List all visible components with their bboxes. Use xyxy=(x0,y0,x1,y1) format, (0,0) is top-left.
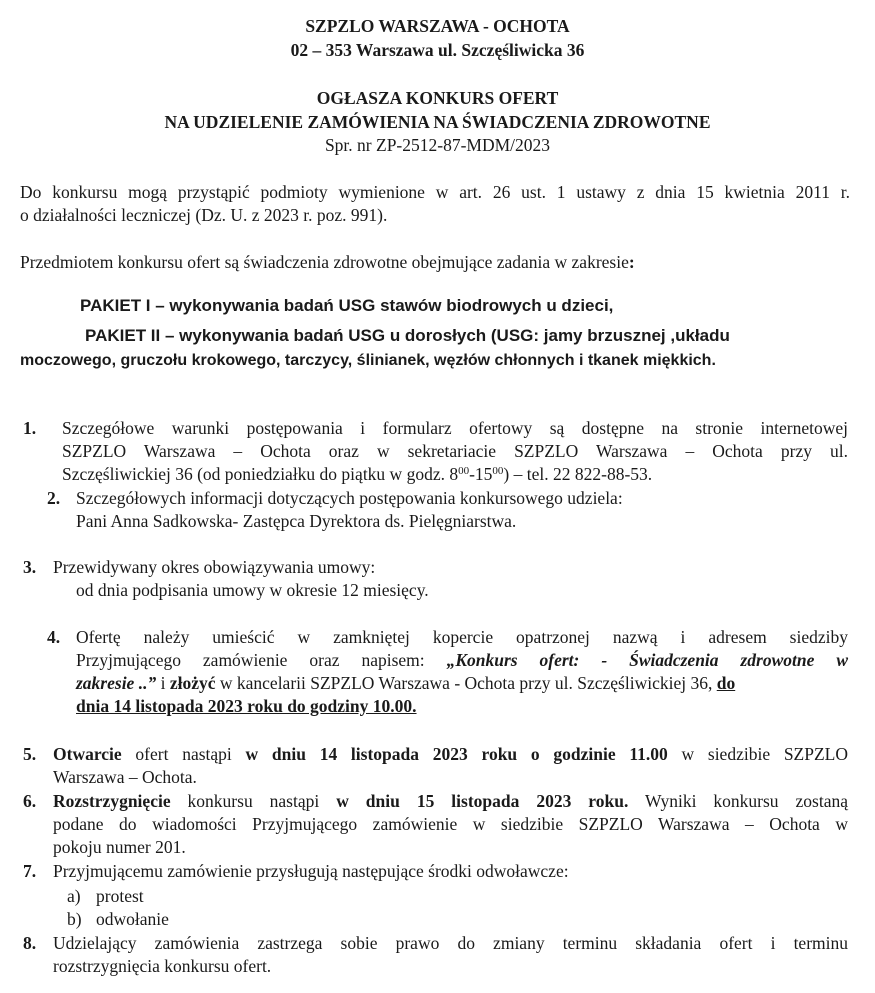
item-7-option-a-label: a) xyxy=(67,886,81,906)
item-8-number: 8. xyxy=(23,933,37,953)
item-2-number: 2. xyxy=(47,488,61,508)
item-1-number: 1. xyxy=(23,418,37,438)
item-3-number: 3. xyxy=(23,557,37,577)
reference-number: Spr. nr ZP-2512-87-MDM/2023 xyxy=(324,135,551,155)
item-4-line-3: zakresie ..” i złożyć w kancelarii SZPZLO Warszawa - Ochota przy ul. Szczęśliwickiej 36, do xyxy=(76,673,736,693)
item-7-line-1: Przyjmującemu zamówienie przysługują następujące środki odwoławcze: xyxy=(53,861,569,881)
intro-line-1: Do konkursu mogą przystąpić podmioty wymienione w art. 26 ust. 1 ustawy z dnia 15 kwietnia 2011 r. xyxy=(20,182,850,202)
item-8-line-2: rozstrzygnięcia konkursu ofert. xyxy=(53,956,272,976)
item-6-line-3: pokoju numer 201. xyxy=(53,837,186,857)
item-2-line-1: Szczegółowych informacji dotyczących postępowania konkursowego udziela: xyxy=(76,488,623,508)
item-6-line-2: podane do wiadomości Przyjmującego zamówienie w siedzibie SZPZLO Warszawa – Ochota w xyxy=(53,814,848,834)
item-1-line-2: SZPZLO Warszawa – Ochota oraz w sekretariacie SZPZLO Warszawa – Ochota przy ul. xyxy=(62,441,848,461)
package-2-line-2: moczowego, gruczołu krokowego, tarczycy, ślinianek, węzłów chłonnych i tkanek miękkich. xyxy=(20,352,716,369)
package-2-line-1: PAKIET II – wykonywania badań USG u dorosłych (USG: jamy brzusznej ,układu xyxy=(85,326,730,345)
item-7-option-a: protest xyxy=(96,886,144,906)
item-7-number: 7. xyxy=(23,861,37,881)
item-1-line-1: Szczegółowe warunki postępowania i formularz ofertowy są dostępne na stronie internetowej xyxy=(62,418,848,438)
announcement-title: OGŁASZA KONKURS OFERT xyxy=(316,88,559,108)
item-1-line-3: Szczęśliwickiej 36 (od poniedziałku do piątku w godz. $8^{00}-15^{00}$) – tel. 22 822-88-53. xyxy=(62,464,653,484)
item-6-number: 6. xyxy=(23,791,37,811)
item-4-line-1: Ofertę należy umieścić w zamkniętej kopercie opatrzonej nazwą i adresem siedziby xyxy=(76,627,848,647)
subject-line: Przedmiotem konkursu ofert są świadczenia zdrowotne obejmujące zadania w zakresie: xyxy=(20,252,635,272)
item-4-number: 4. xyxy=(47,627,61,647)
item-4-deadline: dnia 14 listopada 2023 roku do godziny 10.00. xyxy=(76,696,417,716)
intro-line-2: o działalności leczniczej (Dz. U. z 2023 r. poz. 991). xyxy=(20,205,388,225)
item-3-line-2: od dnia podpisania umowy w okresie 12 miesięcy. xyxy=(76,580,429,600)
item-8-line-1: Udzielający zamówienia zastrzega sobie prawo do zmiany terminu składania ofert i terminu xyxy=(53,933,848,953)
item-7-option-b-label: b) xyxy=(67,909,82,929)
package-1: PAKIET I – wykonywania badań USG stawów biodrowych u dzieci, xyxy=(80,296,614,315)
item-6-line-1: Rozstrzygnięcie konkursu nastąpi w dniu 15 listopada 2023 roku. Wyniki konkursu zostaną xyxy=(53,791,848,811)
item-7-option-b: odwołanie xyxy=(96,909,169,929)
org-name: SZPZLO WARSZAWA - OCHOTA xyxy=(305,16,570,36)
item-4-line-2: Przyjmującego zamówienie oraz napisem: „Konkurs ofert: - Świadczenia zdrowotne w xyxy=(76,650,848,670)
item-5-line-2: Warszawa – Ochota. xyxy=(53,767,197,787)
item-3-line-1: Przewidywany okres obowiązywania umowy: xyxy=(53,557,376,577)
org-address: 02 – 353 Warszawa ul. Szczęśliwicka 36 xyxy=(290,40,585,60)
item-2-line-2: Pani Anna Sadkowska- Zastępca Dyrektora ds. Pielęgniarstwa. xyxy=(76,511,517,531)
item-5-number: 5. xyxy=(23,744,37,764)
item-5-line-1: Otwarcie ofert nastąpi w dniu 14 listopada 2023 roku o godzinie 11.00 w siedzibie SZPZLO xyxy=(53,744,848,764)
announcement-subtitle: NA UDZIELENIE ZAMÓWIENIA NA ŚWIADCZENIA ZDROWOTNE xyxy=(164,112,711,132)
